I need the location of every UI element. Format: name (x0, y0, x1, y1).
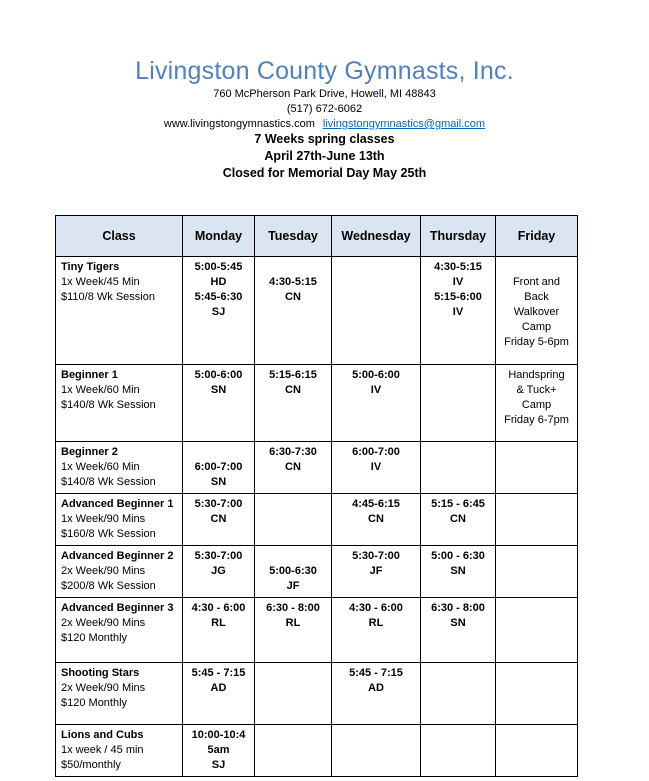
class-frequency: 2x Week/90 Mins (61, 565, 146, 577)
slot-time: 10:00-10:4 (191, 729, 246, 741)
slot-coach: RL (285, 617, 301, 629)
session-dates: April 27th-June 13th (264, 149, 385, 163)
slot-coach: CN (210, 513, 227, 525)
tuesday-slot (255, 494, 332, 546)
camp-text: Friday 5-6pm (504, 336, 569, 348)
org-title: Livingston County Gymnasts, Inc. (135, 57, 514, 85)
class-frequency: 1x week / 45 min (61, 744, 144, 756)
slot-coach: CN (368, 513, 384, 525)
table-row (56, 442, 578, 494)
header-tuesday: Tuesday (255, 216, 332, 257)
slot-coach: HD (210, 276, 227, 288)
table-row (56, 725, 578, 777)
monday-slot (183, 546, 255, 598)
class-name: Advanced Beginner 1 (61, 498, 174, 510)
slot-coach: JF (369, 565, 383, 577)
thursday-slot (421, 725, 496, 777)
camp-text: Back (524, 291, 549, 303)
class-price: $200/8 Wk Session (61, 580, 156, 592)
slot-time: 5:30-7:00 (194, 550, 243, 562)
class-frequency: 1x Week/45 Min (61, 276, 140, 288)
class-name: Shooting Stars (61, 667, 140, 679)
friday-camp (496, 257, 578, 365)
slot-coach: SJ (211, 306, 226, 318)
wednesday-slot (332, 257, 421, 365)
slot-time: 5:15-6:15 (269, 369, 317, 381)
slot-coach: JG (211, 565, 226, 577)
tuesday-slot (255, 663, 332, 725)
website-text: www.livingstongymnastics.com (163, 118, 315, 130)
slot-coach: IV (452, 306, 464, 318)
class-name: Beginner 1 (61, 369, 118, 381)
slot-time: 5:15 - 6:45 (431, 498, 485, 510)
class-cell (56, 546, 183, 598)
table-row (56, 494, 578, 546)
slot-time: 5:00-5:45 (194, 261, 243, 273)
slot-coach: CN (285, 291, 301, 303)
wednesday-slot (332, 494, 421, 546)
class-cell (56, 725, 183, 777)
class-cell (56, 257, 183, 365)
class-cell (56, 598, 183, 663)
thursday-slot (421, 663, 496, 725)
slot-time: 5:00 - 6:30 (431, 550, 485, 562)
camp-text: Front and (512, 276, 561, 288)
slot-time: 5:15-6:00 (434, 291, 482, 303)
slot-time: 5:45 - 7:15 (191, 667, 246, 679)
thursday-slot (421, 365, 496, 442)
class-cell (56, 494, 183, 546)
monday-slot (183, 442, 255, 494)
monday-slot (183, 663, 255, 725)
slot-coach: SN (450, 565, 466, 577)
header-wednesday: Wednesday (332, 216, 421, 257)
monday-slot (183, 257, 255, 365)
slot-coach: IV (452, 276, 464, 288)
class-price: $120 Monthly (61, 697, 128, 709)
thursday-slot (421, 546, 496, 598)
tuesday-slot (255, 598, 332, 663)
class-price: $140/8 Wk Session (61, 399, 156, 411)
slot-coach: CN (285, 384, 301, 396)
tuesday-slot (255, 257, 332, 365)
camp-text: Camp (521, 321, 552, 333)
slot-time: 5:00-6:00 (194, 369, 243, 381)
class-cell (56, 663, 183, 725)
wednesday-slot (332, 598, 421, 663)
class-frequency: 1x Week/60 Min (61, 461, 140, 473)
friday-slot (496, 598, 578, 663)
friday-slot (496, 494, 578, 546)
slot-time: 5:30-7:00 (352, 550, 400, 562)
class-price: $110/8 Wk Session (61, 291, 155, 303)
slot-coach: AD (368, 682, 384, 694)
class-name: Lions and Cubs (61, 729, 144, 741)
tuesday-slot (255, 365, 332, 442)
slot-time: 6:00-7:00 (352, 446, 400, 458)
slot-coach: AD (210, 682, 227, 694)
table-row (56, 365, 578, 442)
tuesday-slot (255, 725, 332, 777)
class-price: $140/8 Wk Session (61, 476, 156, 488)
slot-coach: SN (210, 384, 227, 396)
slot-time: 4:30 - 6:00 (349, 602, 403, 614)
class-schedule-table (55, 215, 578, 777)
monday-slot (183, 725, 255, 777)
slot-coach: CN (285, 461, 301, 473)
slot-coach: SN (450, 617, 466, 629)
class-cell (56, 365, 183, 442)
friday-slot (496, 546, 578, 598)
contact-line (0, 117, 649, 132)
thursday-slot (421, 598, 496, 663)
wednesday-slot (332, 365, 421, 442)
table-header-row (56, 216, 578, 257)
slot-coach: CN (450, 513, 466, 525)
friday-slot (496, 663, 578, 725)
slot-coach: RL (368, 617, 384, 629)
class-frequency: 1x Week/60 Min (61, 384, 140, 396)
friday-camp (496, 365, 578, 442)
class-price: $50/monthly (61, 759, 121, 771)
session-title: 7 Weeks spring classes (254, 132, 395, 146)
monday-slot (183, 494, 255, 546)
slot-coach: IV (370, 384, 382, 396)
slot-coach: JF (286, 580, 300, 592)
slot-time: 4:30-5:15 (434, 261, 482, 273)
thursday-slot (421, 257, 496, 365)
table-row (56, 663, 578, 725)
wednesday-slot (332, 546, 421, 598)
header-thursday: Thursday (421, 216, 496, 257)
friday-slot (496, 725, 578, 777)
slot-time: 6:30 - 8:00 (431, 602, 485, 614)
class-name: Tiny Tigers (61, 261, 120, 273)
email-link[interactable]: livingstongymnastics@gmail.com (322, 118, 486, 130)
monday-slot (183, 598, 255, 663)
class-name: Advanced Beginner 3 (61, 602, 174, 614)
thursday-slot (421, 494, 496, 546)
slot-time: 5:45 - 7:15 (349, 667, 403, 679)
class-frequency: 2x Week/90 Mins (61, 617, 146, 629)
slot-time: 6:30-7:30 (269, 446, 317, 458)
class-price: $120 Monthly (61, 632, 128, 644)
slot-coach: SN (210, 476, 227, 488)
camp-text: Friday 6-7pm (504, 414, 569, 426)
header-friday: Friday (496, 216, 578, 257)
slot-time: 5:30-7:00 (194, 498, 243, 510)
slot-time: 5:00-6:00 (352, 369, 400, 381)
slot-time: 6:30 - 8:00 (266, 602, 320, 614)
table-row (56, 546, 578, 598)
class-price: $160/8 Wk Session (61, 528, 156, 540)
class-name: Advanced Beginner 2 (61, 550, 174, 562)
tuesday-slot (255, 546, 332, 598)
slot-time: 4:30-5:15 (269, 276, 317, 288)
tuesday-slot (255, 442, 332, 494)
camp-text: Handspring (508, 369, 565, 381)
slot-time: 6:00-7:00 (194, 461, 243, 473)
slot-time: 5am (207, 744, 230, 756)
slot-coach: IV (370, 461, 382, 473)
class-cell (56, 442, 183, 494)
header-class: Class (56, 216, 183, 257)
address: 760 McPherson Park Drive, Howell, MI 48843 (213, 88, 436, 100)
slot-time: 4:45-6:15 (352, 498, 400, 510)
slot-time: 5:00-6:30 (269, 565, 317, 577)
class-frequency: 2x Week/90 Mins (61, 682, 146, 694)
wednesday-slot (332, 663, 421, 725)
friday-slot (496, 442, 578, 494)
slot-time: 4:30 - 6:00 (191, 602, 246, 614)
wednesday-slot (332, 442, 421, 494)
camp-text: Walkover (513, 306, 560, 318)
closure-note: Closed for Memorial Day May 25th (222, 166, 427, 180)
class-frequency: 1x Week/90 Mins (61, 513, 146, 525)
class-name: Beginner 2 (61, 446, 118, 458)
slot-coach: RL (211, 617, 226, 629)
table-row (56, 598, 578, 663)
header-monday: Monday (183, 216, 255, 257)
slot-coach: SJ (211, 759, 226, 771)
thursday-slot (421, 442, 496, 494)
monday-slot (183, 365, 255, 442)
phone: (517) 672-6062 (286, 103, 363, 115)
wednesday-slot (332, 725, 421, 777)
camp-text: & Tuck+ (516, 384, 557, 396)
slot-time: 5:45-6:30 (194, 291, 243, 303)
camp-text: Camp (521, 399, 552, 411)
table-row (56, 257, 578, 365)
